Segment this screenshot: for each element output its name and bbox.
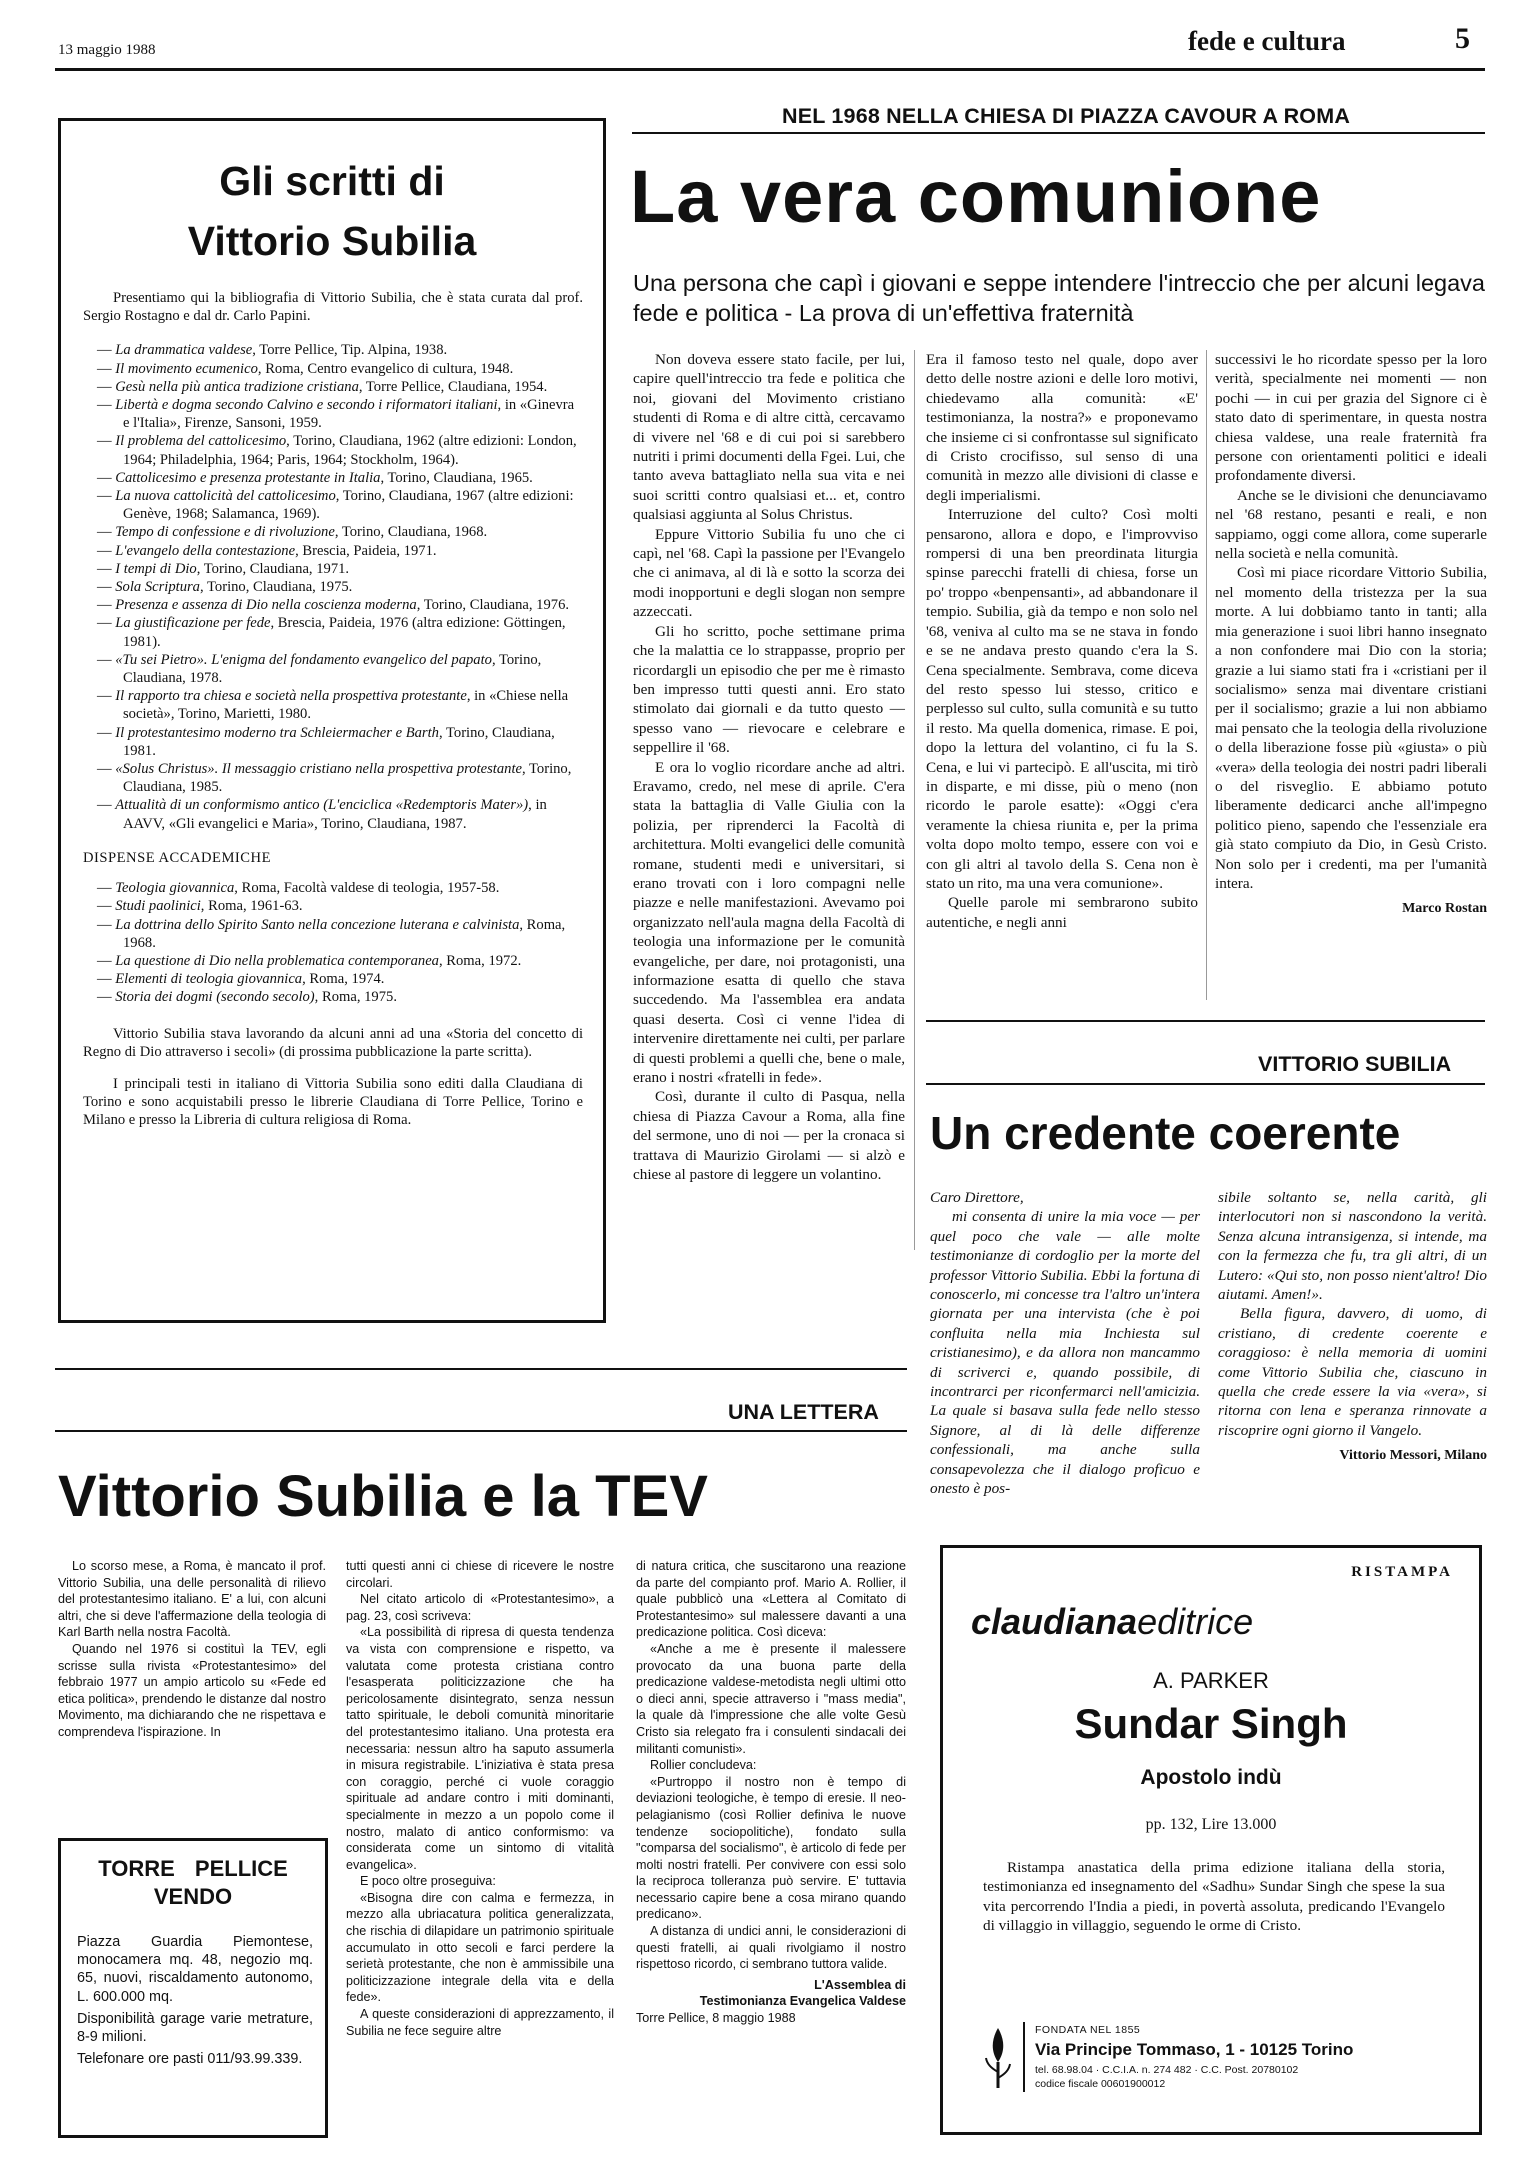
list-dash: — — [97, 378, 116, 395]
bibliography-item-details: , Roma, 1972. — [438, 952, 522, 969]
bibliography-item-details: , Brescia, Paideia, 1971. — [295, 542, 437, 559]
publisher-emblem-divider — [1023, 2022, 1025, 2092]
paragraph: Anche se le divisioni che denunciavamo nel '68 restano, pesanti e reali, e non sappiamo, oggi come allora, come superarle nella società e nella comunità. — [1215, 486, 1487, 563]
dispense-heading: DISPENSE ACCADEMICHE — [83, 849, 271, 866]
bibliography-item-title: Libertà e dogma secondo Calvino e secondo i riformatori italiani — [115, 397, 498, 414]
bibliography-item-title: «Solus Christus». Il messaggio cristiano nella prospettiva protestante — [115, 761, 522, 778]
bibliography-item — [83, 952, 583, 970]
bibliography-item-title: Studi paolinici — [115, 898, 201, 915]
bibliography-item-details: , Roma, 1968. — [123, 916, 566, 951]
publisher-info — [1035, 2024, 1455, 2090]
bibliography-item-details: , Torino, Claudiana, 1975. — [199, 579, 353, 596]
publisher-logo-bold: claudiana — [971, 1601, 1138, 1642]
classified-body — [77, 1933, 313, 2068]
bibliography-item — [83, 724, 583, 760]
paragraph: Rollier concludeva: — [650, 1758, 757, 1773]
publisher-founded: FONDATA NEL 1855 — [1035, 2024, 1141, 2036]
article1-column-1 — [633, 350, 905, 1250]
article2-signature: Vittorio Messori, Milano — [1339, 1448, 1487, 1464]
bibliography-list — [83, 341, 583, 832]
paragraph: Gli ho scritto, poche settimane prima che la malattia ce lo strappasse, proprio per ricordargli un episodio che per me è rimasto ben impresso tutti questi anni. Ero stato stimolato dai giornali e da tutto questo — spesso vano — rievocare e celebrare e seppellire il '68. — [633, 622, 905, 757]
paragraph: tutti questi anni ci chiese di ricevere le nostre circolari. — [346, 1559, 614, 1590]
bibliography-availability: I principali testi in italiano di Vittoria Subilia sono editi dalla Claudiana di Torino e sono acquistabili presso le librerie Claudiana di Torre Pellice, Torino e Milano e presso la Libreria di cultura religiosa di Roma. — [83, 1075, 583, 1129]
bibliography-item — [83, 469, 583, 487]
paragraph: mi consenta di unire la mia voce — per quel poco che vale — alle molte testimonianze di cordoglio per la morte del professor Vittorio Subilia. Ebbi la fortuna di conoscerlo, mi concesse tra l'altro un'intera giornata per una intervista (che è poi confluita nella mia Inchiesta sul cristianesimo), e da allora non mancammo di scriverci e, quando possibile, di incontrarci per riconfermarci nell'amicizia. La quale si basava sulla fede nello stesso Signore, al di là delle differenze confessionali, ma anche sulla consapevolezza che il dialogo proficuo e onesto è pos- — [930, 1208, 1200, 1498]
paragraph: «La possibilità di ripresa di questa tendenza va vista con comprensione e rispetto, va valutata come protesta cristiana contro l'esasperata politicizzazione che ha pericolosamente disintegrato, senza nessun tatto spirituale, le deboli comunità minoritarie del protestantesimo italiano. Una protesta era necessaria: nessun altro ha saputo assumerla in misura registrabile. L'iniziativa è stata presa con coraggio, perché ci vuole coraggio spirituale ad andare contro i miti dominanti, specialmente in mezzo a un popolo come il nostro, malato di antico conformismo: va considerata come un sintomo di vitalità evangelica». — [346, 1625, 614, 1872]
bibliography-item — [83, 432, 583, 468]
bibliography-item-title: «Tu sei Pietro». L'enigma del fondamento evangelico del papato — [115, 651, 492, 668]
classified-garage: Disponibilità garage varie metrature, 8-9 milioni. — [77, 2010, 313, 2046]
page-date: 13 maggio 1988 — [58, 42, 156, 58]
column-divider — [914, 350, 915, 1250]
dispense-list — [83, 879, 583, 1006]
paragraph: sibile soltanto se, nella carità, gli interlocutori non si nascondono la verità. Senza alcuna intransigenza, si intende, ma con la fermezza che fu, tra gli altri, di un Lutero: «Qui sto, non posso nient'altro! Dio aiutami. Amen!». — [1218, 1189, 1487, 1304]
list-dash: — — [97, 651, 116, 668]
publisher-fiscal-code: codice fiscale 00601900012 — [1035, 2078, 1166, 2090]
publisher-address: Via Principe Tommaso, 1 - 10125 Torino — [1035, 2040, 1354, 2059]
bibliography-item-title: Tempo di confessione e di rivoluzione — [115, 524, 335, 541]
paragraph: Caro Direttore, — [930, 1189, 1024, 1206]
classified-box — [58, 1838, 328, 2138]
bibliography-item — [83, 916, 583, 952]
classified-title — [61, 1855, 325, 1911]
bibliography-item — [83, 560, 583, 578]
bibliography-item-title: Presenza e assenza di Dio nella coscienza moderna — [115, 597, 417, 614]
list-dash: — — [97, 797, 116, 814]
list-dash: — — [97, 342, 116, 359]
bibliography-item-title: Il movimento ecumenico — [115, 360, 258, 377]
publisher-logo-light: editrice — [1137, 1601, 1254, 1642]
bibliography-item — [83, 542, 583, 560]
bibliography-item-details: , Roma, 1961-63. — [200, 898, 303, 915]
bibliography-item — [83, 796, 583, 832]
bibliography-item-details: , Brescia, Paideia, 1976 (altra edizione: Göttingen, 1981). — [123, 615, 566, 650]
bibliography-item-title: La giustificazione per fede — [115, 615, 271, 632]
bibliography-item-details: , Roma, Facoltà valdese di teologia, 1957-58. — [234, 880, 500, 897]
list-dash: — — [97, 397, 116, 414]
page-number: 5 — [1455, 22, 1470, 55]
bibliography-item — [83, 760, 583, 796]
bibliography-item — [83, 988, 583, 1006]
bibliography-item-title: La dottrina dello Spirito Santo nella concezione luterana e calvinista — [115, 916, 520, 933]
article3-column-1 — [58, 1558, 326, 1818]
article3-signature-1: L'Assemblea di — [814, 1977, 906, 1992]
article1-column-2 — [926, 350, 1198, 1000]
paragraph: «Bisogna dire con calma e fermezza, in mezzo alla ubriacatura politica generalizzata, che rischia di dilapidare un patrimonio spirituale accumulato in otto secoli e farci perdere la serietà protestante, che non è ammissibile una politicizzazione integrale della vita e della fede». — [346, 1890, 614, 2005]
list-dash: — — [97, 880, 116, 897]
paragraph: Lo scorso mese, a Roma, è mancato il prof. Vittorio Subilia, una delle personalità di rilievo del protestantesimo italiano. E' a lui, con alcuni altri, che si deve l'affermazione della teologia di Karl Barth nella nostra Facoltà. — [58, 1559, 326, 1640]
article3-column-3 — [636, 1558, 906, 2158]
bibliography-item — [83, 687, 583, 723]
bibliography-item-title: I tempi di Dio — [115, 560, 197, 577]
bibliography-item-title: Storia dei dogmi (secondo secolo) — [115, 989, 315, 1006]
list-dash: — — [97, 761, 116, 778]
list-dash: — — [97, 524, 116, 541]
bibliography-item — [83, 487, 583, 523]
paragraph: Interruzione del culto? Così molti pensarono, allora e dopo, e l'improvviso rompersi di una ben preordinata liturgia spinse parecchi fratelli di chiesa, forse un po' troppo «benpensanti», ad abbandonare il tempio. Subilia, già da tempo e non solo nel '68, veniva al culto ma se ne stava in fondo e se ne andava presto quando c'era la S. Cena specialmente. Sembrava, come diceva del resto spesso lui stesso, critico e perplesso sul culto, sulla comunità e su tutto il resto. Ma quella domenica, rimase. E poi, dopo la lettura del volantino, ci fu la S. Cena, e lui vi partecipò. E all'uscita, mi tirò in disparte, e mi disse, più o meno (non ricordo le parole esatte): «Oggi c'era veramente la chiesa riunita e, per la prima volta dopo molto tempo, essere con voi e con gli altri al tavolo della S. Cena non è stato un rito, ma una vera comunione». — [926, 506, 1198, 892]
article3-signature-2: Testimonianza Evangelica Valdese — [699, 1994, 906, 2009]
paragraph: Quelle parole mi sembrarono subito autentiche, e negli anni — [926, 894, 1198, 931]
paragraph: Non doveva essere stato facile, per lui, capire quell'intreccio tra fede e politica che noi, giovani del Movimento cristiano studenti di Roma e di altre città, cercavamo di vivere nel '68 e di cui poi si sarebbero nutriti i primi documenti della Fgei. Lui, che tanto aveva battagliato nella sua vita e nei suoi scritti contro qualsiasi et... et, contro qualsiasi aggiunta al Solus Christus. — [633, 351, 905, 524]
bibliography-item — [83, 651, 583, 687]
bibliography-item-title: Elementi di teologia giovannica — [115, 971, 303, 988]
list-dash: — — [97, 688, 116, 705]
article1-signature: Marco Rostan — [1402, 901, 1487, 917]
article3-column-2 — [346, 1558, 614, 2148]
bibliography-item-title: Il rapporto tra chiesa e società nella prospettiva protestante — [115, 688, 467, 705]
article3-kicker-rule — [55, 1430, 907, 1432]
paragraph: Bella figura, davvero, di uomo, di cristiano, di credente coerente e coraggioso: è nella memoria di uomini come Vittorio Subilia che, ciascuno in quella che crede essere la via «vera», si ritorna con lena e speranza rinnovate a riscoprire ogni giorno il Vangelo. — [1218, 1305, 1487, 1439]
paragraph: A queste considerazioni di apprezzamento, il Subilia ne fece seguire altre — [346, 2007, 614, 2038]
bibliography-item-title: La drammatica valdese — [115, 342, 253, 359]
paragraph: Così, durante il culto di Pasqua, nella chiesa di Piazza Cavour a Roma, alla fine del sermone, uno di noi — per la cronaca si trattava di Maurizio Girolami — si alzò e chiese al pastore di leggere un volantino. — [633, 1088, 905, 1184]
bibliography-title — [61, 151, 603, 271]
article3-top-rule — [55, 1368, 907, 1370]
article1-subhead: Una persona che capì i giovani e seppe intendere l'intreccio che per alcuni legava fede e politica - La prova di un'effettiva fraternità — [633, 270, 1485, 326]
bibliography-item-details: , Torino, Claudiana, 1968. — [334, 524, 488, 541]
bibliography-item-title: Il problema del cattolicesimo — [115, 433, 287, 450]
classified-phone: Telefonare ore pasti 011/93.99.339. — [77, 2051, 303, 2068]
article2-kicker: VITTORIO SUBILIA — [1258, 1052, 1452, 1076]
book-details: pp. 132, Lire 13.000 — [1145, 1816, 1277, 1833]
paragraph: Così mi piace ricordare Vittorio Subilia, nel momento della tristezza per la sua morte. A lui dobbiamo tanto in tanti; alla mia generazione i suoi libri hanno insegnato a non confondere mai Dio con la storia; grazie a lui siamo stati fra i «cristiani per il socialismo» senza mai diventare cristiani per il socialismo; grazie a lui non abbiamo mai pensato che la teologia della rivoluzione o della liberazione fosse più «giusta» o più «vera» della teologia dei nostri padri liberali o del risveglio. E abbiamo potuto liberamente dedicarci anche all'impegno politico pieno, sapendo che l'essenziale era già stato compiuto da Dio, in Gesù Cristo. Non solo per i credenti, ma per l'umanità intera. — [1215, 564, 1487, 892]
bibliography-item-details: , in AAVV, «Gli evangelici e Maria», Torino, Claudiana, 1987. — [123, 797, 547, 832]
bibliography-item — [83, 879, 583, 897]
list-dash: — — [97, 898, 116, 915]
book-description: Ristampa anastatica della prima edizione italiana della storia, testimonianza ed insegnamento del «Sadhu» Sundar Singh che spese la sua vita percorrendo l'India a piedi, in povertà assoluta, predicando l'Evangelo di villaggio in villaggio, seguendo le orme di Cristo. — [983, 1859, 1445, 1935]
list-dash: — — [97, 971, 116, 988]
paragraph: «Anche a me è presente il malessere provocato da una buona parte della predicazione valdese-metodista negli ultimi otto o dieci anni, specie attraverso i "mass media", la quale dà l'impressione che alle volte Gesù Cristo sia relegato fra i consulenti sindacali dei militanti comunisti». — [636, 1641, 906, 1756]
list-dash: — — [97, 433, 116, 450]
bibliography-item — [83, 897, 583, 915]
classified-title-line1: TORRE PELLICE — [98, 1856, 288, 1881]
bibliography-item-title: Sola Scriptura — [115, 579, 200, 596]
paragraph: successivi le ho ricordate spesso per la loro verità, specialmente nei momenti — non pochi — in cui per grazia del Signore ci è stato dato di sperimentare, in questa nostra chiesa valdese, una reale fraternità fra persone con orientamenti politici e ideali profondamente diversi. — [1215, 351, 1487, 485]
article2-kicker-rule — [926, 1083, 1485, 1085]
bibliography-item-details: , Torino, Claudiana, 1978. — [123, 651, 542, 687]
list-dash: — — [97, 360, 116, 377]
list-dash: — — [97, 560, 116, 577]
bibliography-item-title: L'evangelo della contestazione — [115, 542, 296, 559]
bibliography-item-title: Teologia giovannica — [115, 880, 235, 897]
advert-box — [940, 1545, 1482, 2135]
paragraph: Era il famoso testo nel quale, dopo aver detto delle nostre azioni e delle loro motivi, chiedevamo alla comunità: «E' testimonianza, la nostra?» e proponevamo che insieme ci si confrontasse sul significato di Cristo crocifisso, sul senso di una comunità in mezzo alle divisioni di classe e degli imperialismi. — [926, 351, 1198, 504]
article3-kicker: UNA LETTERA — [728, 1400, 879, 1424]
article2-top-rule — [926, 1020, 1485, 1022]
list-dash: — — [97, 579, 116, 596]
bibliography-item — [83, 360, 583, 378]
bibliography-item-title: Gesù nella più antica tradizione cristiana — [115, 378, 359, 395]
bibliography-item-details: , Torino, Claudiana, 1967 (altre edizioni: Genève, 1968; Salamanca, 1969). — [123, 488, 574, 523]
bibliography-item — [83, 970, 583, 988]
book-author: A. PARKER — [1153, 1668, 1269, 1693]
bibliography-item-title: Il protestantesimo moderno tra Schleiermacher e Barth — [115, 724, 439, 741]
bibliography-item-details: , Torino, Claudiana, 1976. — [416, 597, 570, 614]
article2-headline: Un credente coerente — [930, 1107, 1401, 1159]
column-divider — [1206, 350, 1207, 1000]
bibliography-title-line2: Vittorio Subilia — [187, 218, 477, 264]
bibliography-box — [58, 118, 606, 1323]
bibliography-item-details: , Torino, Claudiana, 1971. — [196, 560, 350, 577]
article1-kicker: NEL 1968 NELLA CHIESA DI PIAZZA CAVOUR A ROMA — [782, 104, 1351, 128]
advert-tag: RISTAMPA — [1351, 1564, 1453, 1580]
article1-top-rule — [632, 132, 1485, 134]
article3-headline: Vittorio Subilia e la TEV — [58, 1464, 708, 1529]
bibliography-item-details: , Roma, Centro evangelico di cultura, 1948. — [257, 360, 514, 377]
list-dash: — — [97, 488, 116, 505]
publisher-emblem-icon — [983, 2026, 1013, 2090]
list-dash: — — [97, 615, 116, 632]
bibliography-item-details: , Torino, Claudiana, 1962 (altre edizioni: London, 1964; Philadelphia, 1964; Paris, 1964; Stockholm, 1964). — [123, 433, 577, 468]
paragraph: Quando nel 1976 si costituì la TEV, egli scrisse sulla rivista «Protestantesimo» del febbraio 1977 un ampio articolo su «Fede ed etica politica», prendendo le distanze dal nostro Movimento, ma dichiarando che ne rispettava e comprendeva l'ispirazione. In — [58, 1641, 326, 1739]
book-title: Sundar Singh — [1074, 1700, 1348, 1747]
bibliography-item-title: Cattolicesimo e presenza protestante in Italia — [115, 469, 381, 486]
bibliography-body — [83, 289, 583, 1130]
bibliography-item-details: , Torre Pellice, Tip. Alpina, 1938. — [252, 342, 448, 359]
article2-column-2 — [1218, 1188, 1487, 1488]
header-rule — [55, 68, 1485, 71]
bibliography-item-details: , Roma, 1975. — [314, 989, 397, 1006]
bibliography-item-details: , Torre Pellice, Claudiana, 1954. — [358, 378, 548, 395]
bibliography-item-details: , in «Ginevra e l'Italia», Firenze, Sansoni, 1959. — [123, 397, 575, 432]
bibliography-item — [83, 596, 583, 614]
list-dash: — — [97, 952, 116, 969]
bibliography-item-title: La nuova cattolicità del cattolicesimo — [115, 488, 336, 505]
bibliography-intro: Presentiamo qui la bibliografia di Vittorio Subilia, che è stata curata dal prof. Sergio Rostagno e dal dr. Carlo Papini. — [83, 290, 583, 325]
book-subtitle: Apostolo indù — [1140, 1766, 1282, 1789]
paragraph: E ora lo voglio ricordare anche ad altri. Eravamo, credo, nel mese di aprile. C'era stata la battaglia di Valle Giulia con la polizia, per riprenderci la Facoltà di architettura. Molti evangelici delle comunità romane, studenti medi e universitari, si erano trovati con i loro compagni nelle piazze e nelle manifestazioni. Avevamo poi organizzato nell'aula magna della Facoltà di teologia una informazione per le comunità evangeliche, per dare, noi protagonisti, una informazione esatta di quello che stava succedendo. Ma l'assemblea era andata quasi deserta. Così ci venne l'idea di intervenire direttamente nei culti, per parlare di questi problemi a quelli che, bene o male, erano i nostri «fratelli in fede». — [633, 758, 905, 1087]
paragraph: «Purtroppo il nostro non è tempo di deviazioni teologiche, è tempo di eresie. Il neo-pelagianismo (così Rollier definiva le nuove tendenze sociopolitiche), fondato sulla "comparsa del socialismo", è articolo di fede per molti nostri fratelli. Per convivere con essi solo la reciproca tolleranza può servire. E' tuttavia necessario capire bene a cosa mirano quando predicano». — [636, 1774, 906, 1922]
bibliography-item-details: , Roma, 1974. — [302, 971, 385, 988]
list-dash: — — [97, 916, 116, 933]
paragraph: Eppure Vittorio Subilia fu uno che ci capì, nel '68. Capì la passione per l'Evangelo che ci animava, al di là e sotto la scorza dei modi inopportuni e degli slogan non sempre azzeccati. — [633, 525, 905, 621]
list-dash: — — [97, 597, 116, 614]
paragraph: A distanza di undici anni, le considerazioni di questi fratelli, ai quali rivolgiamo il nostro rispettoso ricordo, ci sembrano tuttora valide. — [636, 1924, 906, 1972]
article1-column-3 — [1215, 350, 1487, 1010]
list-dash: — — [97, 724, 116, 741]
bibliography-title-line1: Gli scritti di — [219, 158, 445, 204]
list-dash: — — [97, 989, 116, 1006]
article1-headline: La vera comunione — [630, 155, 1322, 238]
bibliography-item — [83, 396, 583, 432]
bibliography-item — [83, 378, 583, 396]
bibliography-item-details: , Torino, Claudiana, 1981. — [123, 724, 555, 759]
bibliography-item-details: , Torino, Claudiana, 1965. — [380, 469, 533, 486]
section-title: fede e cultura — [1188, 26, 1346, 56]
classified-title-line2: VENDO — [153, 1884, 233, 1909]
bibliography-item — [83, 578, 583, 596]
bibliography-item-title: La questione di Dio nella problematica contemporanea — [115, 952, 439, 969]
publisher-logo — [971, 1600, 1253, 1644]
classified-description: Piazza Guardia Piemontese, monocamera mq. 48, negozio mq. 65, nuovi, riscaldamento autonomo, L. 600.000 mq. — [77, 1934, 313, 2005]
bibliography-item — [83, 614, 583, 650]
article3-place-date: Torre Pellice, 8 maggio 1988 — [636, 2011, 796, 2026]
bibliography-item — [83, 523, 583, 541]
paragraph: Nel citato articolo di «Protestantesimo», a pag. 23, così scriveva: — [346, 1592, 614, 1623]
bibliography-item-title: Attualità di un conformismo antico (L'enciclica «Redemptoris Mater») — [115, 797, 529, 814]
list-dash: — — [97, 469, 116, 486]
bibliography-note: Vittorio Subilia stava lavorando da alcuni anni ad una «Storia del concetto di Regno di Dio attraverso i secoli» (di prossima pubblicazione la parte scritta). — [83, 1025, 583, 1060]
article2-column-1 — [930, 1188, 1200, 1498]
publisher-phone: tel. 68.98.04 · C.C.I.A. n. 274 482 · C.C. Post. 20780102 — [1035, 2064, 1299, 2076]
bibliography-item-details: , Torino, Claudiana, 1985. — [123, 761, 572, 796]
list-dash: — — [97, 542, 116, 559]
bibliography-item-details: , in «Chiese nella società», Torino, Marietti, 1980. — [123, 688, 569, 723]
bibliography-item — [83, 341, 583, 359]
paragraph: E poco oltre proseguiva: — [360, 1874, 496, 1889]
paragraph: di natura critica, che suscitarono una reazione da parte del compianto prof. Mario A. Rollier, il quale pubblicò una «Lettera al Comitato di Protestantesimo» sul malessere davanti a una predicazione politica. Così diceva: — [636, 1559, 906, 1640]
